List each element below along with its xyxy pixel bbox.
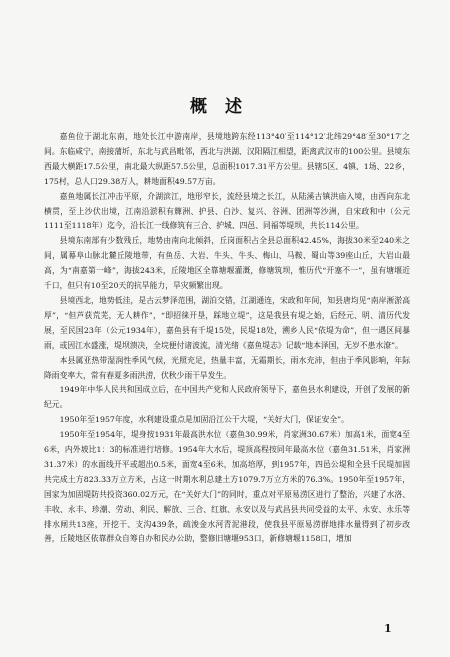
page-number: 1 bbox=[384, 622, 392, 635]
paragraph: 1950年至1957年度，水利建设重点是加固沿江公干大堤，“关好大门，保证安全”。 bbox=[59, 415, 349, 425]
paragraph: 1949年中华人民共和国成立后，在中国共产党和人民政府领导下，嘉鱼县水利建设，开创了发展的新纪元。 bbox=[44, 385, 410, 410]
paragraph: 县境西北，地势低洼，是古云梦泽范围，湖泊交错，江湖通连，宋政和年间，知县唐均见“南岸淅淤高厚”，“但芦获荒芜，无人耕作”，“即招徕开垦，踩地立堤”，这是我县有堤之始，后经元、明、清历代发展，至民国23年（公元1934年），嘉鱼县有千堤15处，民堤18处，溯乡人民“依堤为命”，但一遇区间暴雨，或因江水盛涨，堤坝溃决，全垸便付诸波流，清光绪《嘉鱼堤志》记载“地本泽国，无岁不患水潦”。 bbox=[44, 295, 410, 350]
paragraph: 嘉鱼地属长江冲击平原，介湖滨江，地形窄长，流经县境之长江，从陆溪古镇洪庙入境，由西向东北横贯，至上沙伏出境，江南沿淤积有簰洲、护县、白沙、复兴、谷洲、团洲等沙洲，自宋政和中（公元1111至1118年）迄今，沿长江一线修筑有三合、护城、四邑、同福等堤坝，共长114公里。 bbox=[44, 191, 410, 231]
page-title: 概述 bbox=[190, 97, 260, 117]
paragraph: 1950年至1954年，堤身按1931年最高洪水位（嘉鱼30.99米，肖家洲30.67米）加高1米，面宽4至6米，内外坡比1：3的标准进行培修。1954年大水后，堤顶高程按同年最高水位（嘉鱼31.51米，肖家洲31.37米）的水面线开平或超出0.5米，面宽4至6米，加高培厚，到1957年，四邑公堤和全县千民堤加固共完成土方823.33万立方米，占这一时期水利总建土方1079.7万立方米的76.3%。1950年至1957年，国家为加固堤防共投资360.02万元，在“关好大门”的同时，重点对平原易涝区进行了整治，兴建了水洛、丰收、永丰、珍潮、劳动、利民、解放、三合、红旗、永安以及与武昌县共同受益的太平、永安、永乐等排水闸共13座，开挖干、支沟439条，疏浚金水河青泥港段，使我县平原易涝群地排水量得到了初步改善，丘陵地区依靠群众自筹自办和民办公助，整修旧塘堰953口，新修塘堰1158口，增加 bbox=[44, 430, 410, 544]
paragraph: 本县属亚热带湿润性季风气候，光照充足，热量丰富，无霜期长，雨水充沛，但由于季风影响，年际降雨变率大，常有春夏多雨洪涝，伏秋少雨干旱发生。 bbox=[44, 355, 410, 380]
paragraph: 嘉鱼位于湖北东南，地处长江中游南岸，县境地跨东经113°40′至114°12′北纬29°48′至30°17′之间。东临咸宁，南接蒲圻，东北与武昌毗邻，西北与洪湖、汉阳隔江相望，距离武汉市的100公里。县境东西最大横距17.5公里，南北最大纵距57.5公里，总面积1017.31平方公里。县辖5区、4镇、1场、22乡，175村，总人口29.38万人，耕地面积49.57万亩。 bbox=[44, 132, 410, 186]
body-text bbox=[44, 130, 410, 547]
paragraph: 县境东南部有少数残丘，地势由南向北倾斜，丘岗面积占全县总面积42.45%，海拔30米至240米之间，属幕阜山脉北麓丘陵地带，有鱼岳、大岩、牛头、牛头、梅山、马鞍、蜀山等39座山丘，大岩山最高，为“南嘉第一峰”，海拔243米，丘陵地区全靠塘堰灌溉，修塘筑坝，惟历代“开塞不一”，虽有塘堰近千口，但只有10至20天的抗旱能力，旱灾频繁出现。 bbox=[44, 236, 410, 291]
